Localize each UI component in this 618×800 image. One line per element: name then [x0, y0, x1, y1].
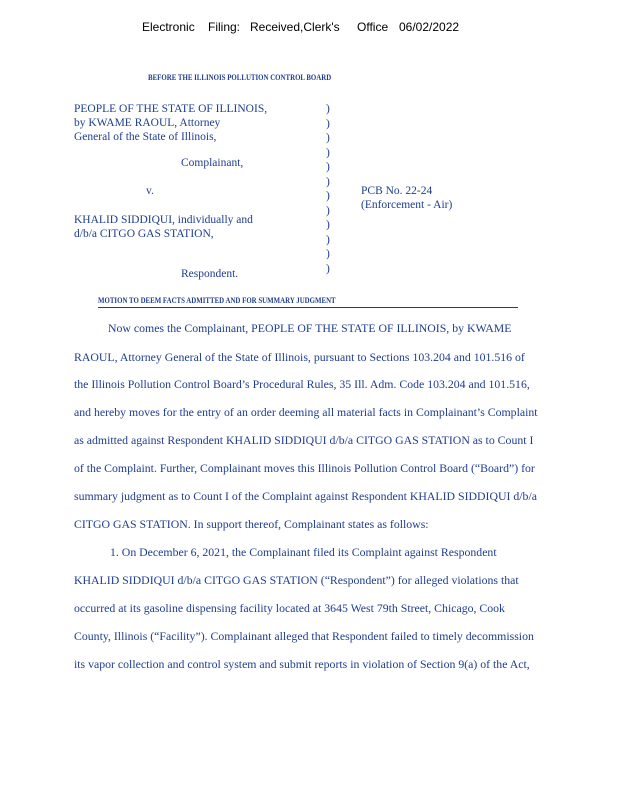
plaintiff-line-3: General of the State of Illinois, [74, 131, 217, 143]
case-number: PCB No. 22-24 [361, 185, 433, 197]
respondent-line-2: d/b/a CITGO GAS STATION, [74, 228, 214, 240]
versus: v. [146, 185, 154, 197]
body-line: as admitted against Respondent KHALID SIDDIQUI d/b/a CITGO GAS STATION as to Count I [74, 433, 534, 447]
body-line: CITGO GAS STATION. In support thereof, Complainant states as follows: [74, 517, 429, 531]
complainant-label: Complainant, [181, 157, 244, 169]
body-line: County, Illinois (“Facility”). Complainant alleged that Respondent failed to timely decommission [74, 629, 534, 643]
paren: ) [326, 161, 330, 173]
motion-title: MOTION TO DEEM FACTS ADMITTED AND FOR SUMMARY JUDGMENT [98, 296, 336, 305]
paren: ) [326, 233, 330, 246]
paren: ) [326, 132, 330, 144]
respondent-label: Respondent. [181, 268, 239, 280]
body-line: the Illinois Pollution Control Board’s Procedural Rules, 35 Ill. Adm. Code 103.204 and 101.516, [74, 377, 530, 391]
case-type: (Enforcement - Air) [361, 199, 453, 211]
paren: ) [326, 146, 330, 159]
paren: ) [326, 190, 330, 202]
paren: ) [326, 262, 330, 275]
body-line: and hereby moves for the entry of an order deeming all material facts in Complainant’s Complaint [74, 405, 538, 419]
header-received: Received,Clerk's [250, 20, 340, 34]
body-line: of the Complaint. Further, Complainant moves this Illinois Pollution Control Board (“Board”) for [74, 461, 535, 475]
body-line: occurred at its gasoline dispensing facility located at 3645 West 79th Street, Chicago, Cook [74, 601, 505, 615]
motion-title-underline [98, 307, 518, 308]
body-line: Now comes the Complainant, PEOPLE OF THE STATE OF ILLINOIS, by KWAME [108, 321, 512, 335]
body-line: RAOUL, Attorney General of the State of Illinois, pursuant to Sections 103.204 and 101.516 of [74, 350, 525, 364]
body-line: KHALID SIDDIQUI d/b/a CITGO GAS STATION (“Respondent”) for alleged violations that [74, 573, 519, 587]
plaintiff-line-2: by KWAME RAOUL, Attorney [74, 117, 221, 129]
paren: ) [326, 219, 330, 231]
paren: ) [326, 204, 330, 217]
caption-parentheses [326, 102, 330, 276]
numbered-paragraph-line: 1. On December 6, 2021, the Complainant filed its Complaint against Respondent [110, 545, 497, 559]
body-line: summary judgment as to Count I of the Complaint against Respondent KHALID SIDDIQUI d/b/a [74, 489, 537, 503]
respondent-line-1: KHALID SIDDIQUI, individually and [74, 214, 253, 226]
header-electronic: Electronic [142, 20, 195, 34]
body-line: its vapor collection and control system and submit reports in violation of Section 9(a) of the Act, [74, 657, 530, 671]
plaintiff-line-1: PEOPLE OF THE STATE OF ILLINOIS, [74, 103, 268, 115]
header-filing: Filing: [208, 20, 241, 34]
header-date: 06/02/2022 [399, 20, 460, 34]
paren: ) [326, 117, 330, 130]
header-office: Office [357, 20, 389, 34]
paren: ) [326, 175, 330, 188]
paren: ) [326, 103, 330, 115]
board-title: BEFORE THE ILLINOIS POLLUTION CONTROL BOARD [148, 73, 332, 82]
paren: ) [326, 248, 330, 260]
